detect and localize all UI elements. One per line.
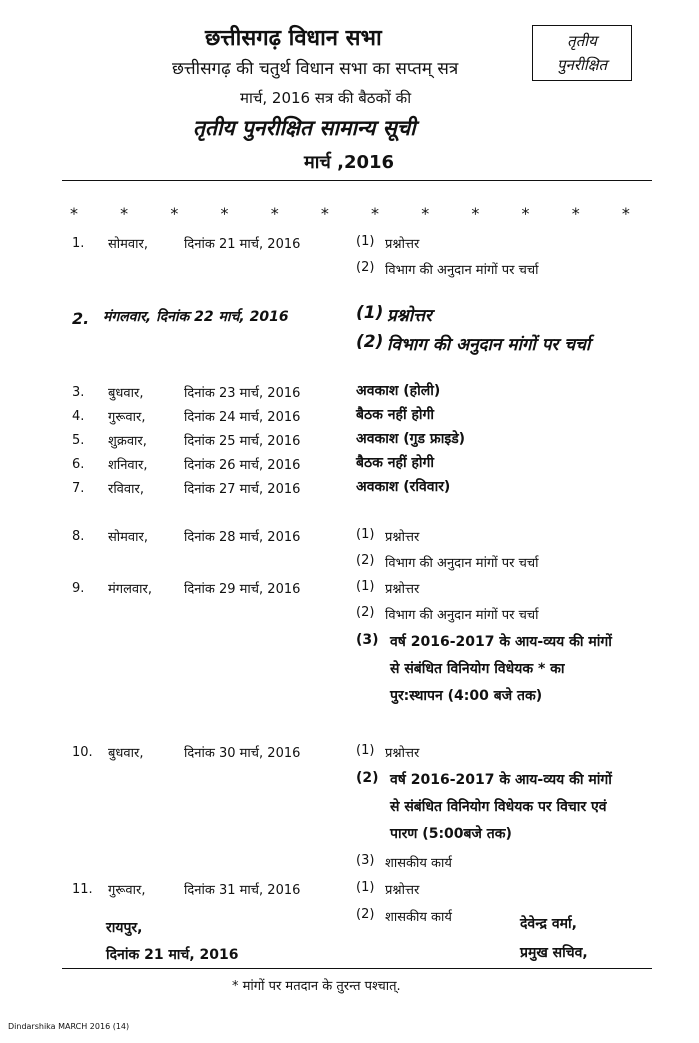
assembly-title: छत्तीसगढ़ विधान सभा: [205, 26, 382, 51]
star: *: [571, 204, 580, 223]
item-number: (2): [356, 907, 375, 922]
entry-date: दिनांक 30 मार्च, 2016: [184, 746, 301, 761]
stamp-line-2: पुनरीक्षित: [556, 56, 608, 74]
star: *: [320, 204, 329, 223]
item-text: विभाग की अनुदान मांगों पर चर्चा: [387, 335, 591, 355]
footnote: * मांगों पर मतदान के तुरन्त पश्चात्.: [232, 979, 401, 994]
header-rule: [62, 180, 652, 181]
star: *: [270, 204, 279, 223]
entry-day-date: मंगलवार, दिनांक 22 मार्च, 2016: [103, 309, 289, 325]
entry-status: बैठक नहीं होगी: [356, 455, 435, 471]
entry-day: बुधवार,: [108, 386, 144, 401]
item-number: (1): [356, 303, 384, 323]
item-text: शासकीय कार्य: [385, 910, 452, 925]
entry-number: 2.: [72, 309, 90, 328]
item-number: (2): [356, 770, 379, 786]
entry-day: मंगलवार,: [108, 582, 152, 597]
entry-day: बुधवार,: [108, 746, 144, 761]
entry-date: दिनांक 28 मार्च, 2016: [184, 530, 301, 545]
entry-date: दिनांक 31 मार्च, 2016: [184, 883, 301, 898]
signoff-designation: प्रमुख सचिव,: [520, 945, 588, 961]
item-text-line: से संबंधित विनियोग विधेयक पर विचार एवं: [390, 799, 607, 815]
item-text: विभाग की अनुदान मांगों पर चर्चा: [385, 556, 539, 571]
item-text-line: पुर:स्थापन (4:00 बजे तक): [390, 688, 543, 704]
entry-number: 1.: [72, 236, 85, 251]
entry-day: शुक्रवार,: [108, 434, 147, 449]
item-text: विभाग की अनुदान मांगों पर चर्चा: [385, 263, 539, 278]
item-number: (2): [356, 605, 375, 620]
star: *: [421, 204, 430, 223]
list-month: मार्च ,2016: [304, 152, 395, 173]
entry-number: 5.: [72, 433, 85, 448]
star: *: [220, 204, 229, 223]
item-text: प्रश्नोत्तर: [387, 306, 432, 326]
star: *: [371, 204, 380, 223]
signoff-name: देवेन्द्र वर्मा,: [520, 916, 577, 932]
star: *: [170, 204, 179, 223]
session-subtitle: छत्तीसगढ़ की चतुर्थ विधान सभा का सप्तम् सत्र: [172, 59, 459, 79]
page-footer: Dindarshika MARCH 2016 (14): [8, 1022, 130, 1031]
entry-date: दिनांक 21 मार्च, 2016: [184, 237, 301, 252]
entry-date: दिनांक 27 मार्च, 2016: [184, 482, 301, 497]
item-text: प्रश्नोत्तर: [385, 530, 420, 545]
sittings-subtitle: मार्च, 2016 सत्र की बैठकों की: [240, 89, 412, 107]
entry-day: सोमवार,: [108, 530, 148, 545]
entry-status: अवकाश (रविवार): [356, 479, 451, 495]
star: *: [120, 204, 129, 223]
item-text: प्रश्नोत्तर: [385, 883, 420, 898]
item-number: (2): [356, 260, 375, 275]
entry-date: दिनांक 25 मार्च, 2016: [184, 434, 301, 449]
entry-status: बैठक नहीं होगी: [356, 407, 435, 423]
entry-day: सोमवार,: [108, 237, 148, 252]
item-number: (3): [356, 632, 379, 648]
entry-status: अवकाश (गुड फ्राइडे): [356, 431, 466, 447]
star: *: [471, 204, 480, 223]
item-text-line: वर्ष 2016-2017 के आय-व्यय की मांगों: [390, 634, 612, 650]
item-text: प्रश्नोत्तर: [385, 237, 420, 252]
item-number: (1): [356, 880, 375, 895]
entry-number: 3.: [72, 385, 85, 400]
entry-status: अवकाश (होली): [356, 383, 441, 399]
item-number: (1): [356, 234, 375, 249]
entry-number: 11.: [72, 882, 93, 897]
item-text: प्रश्नोत्तर: [385, 746, 420, 761]
entry-number: 4.: [72, 409, 85, 424]
star: *: [521, 204, 530, 223]
entry-number: 7.: [72, 481, 85, 496]
entry-number: 9.: [72, 581, 85, 596]
item-number: (1): [356, 743, 375, 758]
entry-date: दिनांक 24 मार्च, 2016: [184, 410, 301, 425]
star: *: [621, 204, 630, 223]
item-text: प्रश्नोत्तर: [385, 582, 420, 597]
item-number: (2): [356, 553, 375, 568]
entry-date: दिनांक 26 मार्च, 2016: [184, 458, 301, 473]
entry-number: 8.: [72, 529, 85, 544]
item-text-line: से संबंधित विनियोग विधेयक * का: [390, 661, 565, 677]
item-text: विभाग की अनुदान मांगों पर चर्चा: [385, 608, 539, 623]
entry-date: दिनांक 23 मार्च, 2016: [184, 386, 301, 401]
star-separator: [70, 204, 630, 223]
item-number: (2): [356, 332, 384, 352]
item-number: (3): [356, 853, 375, 868]
revision-stamp: [532, 25, 632, 81]
entry-day: रविवार,: [108, 482, 144, 497]
footer-rule: [62, 968, 652, 969]
signoff-date: दिनांक 21 मार्च, 2016: [106, 947, 239, 963]
entry-day: शनिवार,: [108, 458, 148, 473]
entry-day: गुरूवार,: [108, 883, 146, 898]
stamp-line-1: तृतीय: [567, 32, 597, 50]
entry-day: गुरूवार,: [108, 410, 146, 425]
item-text-line: पारण (5:00बजे तक): [390, 826, 512, 842]
item-number: (1): [356, 579, 375, 594]
entry-number: 10.: [72, 745, 93, 760]
entry-number: 6.: [72, 457, 85, 472]
item-number: (1): [356, 527, 375, 542]
signoff-place: रायपुर,: [106, 920, 143, 936]
star: *: [70, 204, 78, 223]
item-text-line: वर्ष 2016-2017 के आय-व्यय की मांगों: [390, 772, 612, 788]
entry-date: दिनांक 29 मार्च, 2016: [184, 582, 301, 597]
list-title: तृतीय पुनरीक्षित सामान्य सूची: [193, 116, 416, 140]
item-text: शासकीय कार्य: [385, 856, 452, 871]
